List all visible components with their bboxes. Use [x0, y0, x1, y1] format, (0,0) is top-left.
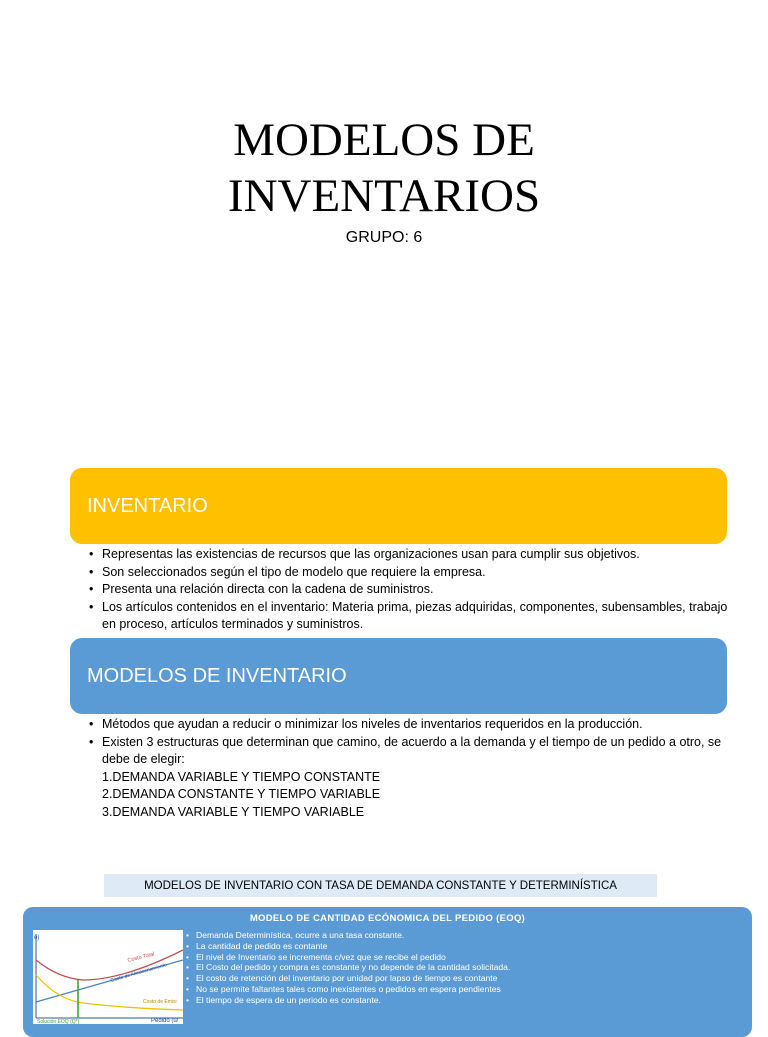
list-item: • Presenta una relación directa con la cadena de suministros.: [88, 581, 730, 599]
list-item: • Existen 3 estructuras que determinan que camino, de acuerdo a la demanda y el tiempo de un pedido a otro, se debe de elegir:: [88, 734, 730, 769]
banner-text: MODELOS DE INVENTARIO CON TASA DE DEMANDA CONSTANTE Y DETERMINÍSTICA: [144, 879, 617, 892]
modelos-heading: MODELOS DE INVENTARIO: [87, 664, 347, 687]
total-cost-label: Costo Total: [127, 951, 156, 964]
list-item: • Son seleccionados según el tipo de modelo que requiere la empresa.: [88, 564, 730, 582]
list-item: • El costo de retención del inventario por unidad por lapso de tiempo es contante: [186, 973, 746, 984]
list-item: • El tiempo de espera de un periodo es constante.: [186, 995, 746, 1006]
title-line-2: INVENTARIOS: [227, 170, 541, 222]
numbered-item: 2.DEMANDA CONSTANTE Y TIEMPO VARIABLE: [102, 787, 381, 801]
presentation-title: [0, 112, 768, 224]
section-banner: [104, 874, 657, 897]
list-item: • Representas las existencias de recursos que las organizaciones usan para cumplir sus objetivos.: [88, 546, 730, 564]
list-item: • Demanda Determinística, ocurre a una tasa constante.: [186, 930, 746, 941]
modelos-header-box: [70, 638, 727, 714]
order-cost-label: Costo de Emisi: [143, 999, 177, 1005]
list-item: • Los artículos contenidos en el inventario: Materia prima, piezas adquiridas, componentes, subensambles, trabajo en proceso, artículos terminados y suministros.: [88, 599, 730, 634]
eoq-card-title: MODELO DE CANTIDAD ECÓNOMICA DEL PEDIDO (EOQ): [249, 913, 526, 924]
list-item: • El nivel de Inventario se incrementa c/vez que se recibe el pedido: [186, 952, 746, 963]
inventario-bullet-list: [88, 546, 730, 634]
inventario-heading: INVENTARIO: [87, 494, 208, 517]
group-subtitle: GRUPO: 6: [345, 229, 423, 246]
numbered-item: 3.DEMANDA VARIABLE Y TIEMPO VARIABLE: [102, 804, 365, 819]
eoq-solution-label: Solución EOQ (Q*): [37, 1019, 80, 1024]
storage-cost-label: Costo de Almacenamiento: [109, 962, 168, 984]
list-item: • El Costo del pedido y compra es constante y no depende de la cantidad solicitada.: [186, 962, 746, 973]
title-line-1: MODELOS DE: [233, 114, 535, 166]
list-item: • No se permite faltantes tales como inexistentes o pedidos en espera pendientes: [186, 984, 746, 995]
numbered-item: 1.DEMANDA VARIABLE Y TIEMPO CONSTANTE: [102, 769, 381, 784]
list-item: • Métodos que ayudan a reducir o minimizar los niveles de inventarios requeridos en la producción.: [88, 716, 730, 734]
chart-y-label: o): [34, 935, 40, 941]
chart-x-label: Pedido (u/: [151, 1018, 179, 1024]
list-item: • La cantidad de pedido es contante: [186, 941, 746, 952]
modelos-bullet-list: [88, 716, 730, 821]
inventario-header-box: [70, 468, 727, 544]
eoq-bullet-list: [186, 930, 746, 1006]
eoq-cost-chart: [33, 930, 183, 1024]
